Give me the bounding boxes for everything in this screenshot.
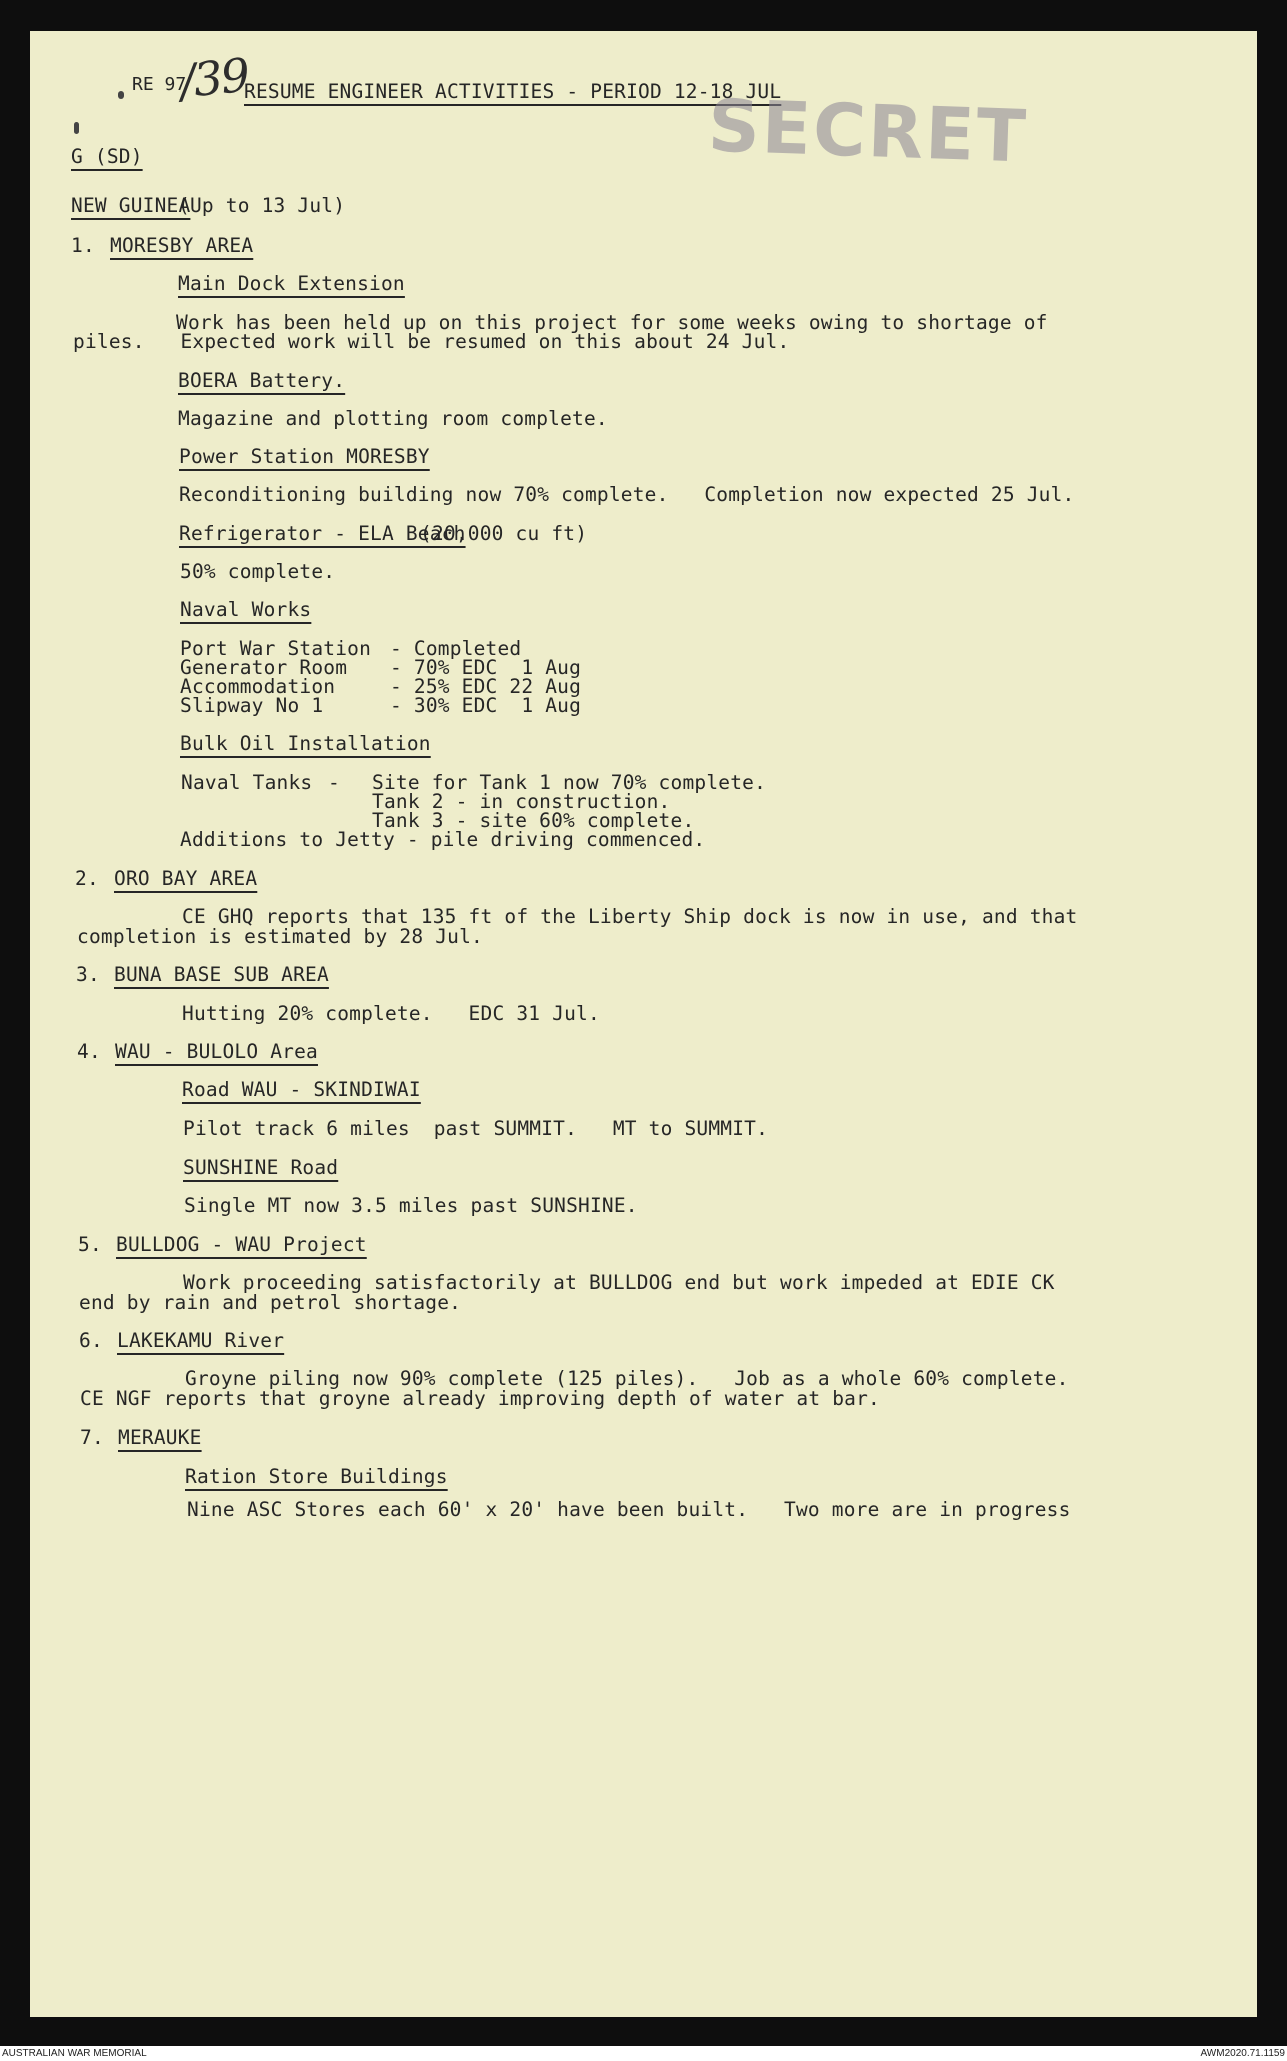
paragraph-line: 50% complete. — [180, 560, 336, 583]
reference-code: RE 97 — [132, 74, 187, 95]
subsection-title: Bulk Oil Installation — [180, 732, 431, 755]
table-item: Generator Room — [180, 656, 348, 679]
branch-heading: G (SD) — [71, 145, 143, 168]
section-number: 6. — [79, 1329, 103, 1352]
secret-stamp: SECRET — [706, 83, 1029, 179]
region-note: (Up to 13 Jul) — [178, 194, 346, 217]
section-number: 7. — [80, 1426, 104, 1449]
archive-reference: AWM2020.71.1159 — [1200, 2048, 1285, 2059]
table-item: Naval Tanks — [181, 771, 313, 794]
paragraph-line: completion is estimated by 28 Jul. — [77, 925, 483, 948]
table-status: - 30% EDC 1 Aug — [390, 694, 582, 717]
section-title: MORESBY AREA — [110, 234, 254, 257]
document-page — [30, 31, 1257, 2017]
paragraph-line: Site for Tank 1 now 70% complete. — [372, 771, 767, 794]
paragraph-line: CE GHQ reports that 135 ft of the Liberty Ship dock is now in use, and that — [182, 905, 1078, 928]
paragraph-line: Tank 2 - in construction. — [372, 790, 671, 813]
section-number: 3. — [76, 963, 100, 986]
table-status: - 25% EDC 22 Aug — [390, 675, 582, 698]
section-number: 2. — [75, 867, 99, 890]
archive-credit: AUSTRALIAN WAR MEMORIAL — [2, 2048, 147, 2059]
paragraph-line: Magazine and plotting room complete. — [178, 407, 608, 430]
section-title: ORO BAY AREA — [114, 867, 258, 890]
paragraph-line: Work proceeding satisfactorily at BULLDOG end but work impeded at EDIE CK — [183, 1271, 1055, 1294]
subsection-title: Road WAU - SKINDIWAI — [182, 1078, 421, 1101]
paragraph-line: Single MT now 3.5 miles past SUNSHINE. — [184, 1194, 638, 1217]
paragraph-line: Reconditioning building now 70% complete. Completion now expected 25 Jul. — [179, 483, 1075, 506]
section-number: 4. — [77, 1040, 101, 1063]
document-title: RESUME ENGINEER ACTIVITIES - PERIOD 12-18 JUL — [244, 80, 782, 103]
section-number: 5. — [78, 1233, 102, 1256]
table-status: - 70% EDC 1 Aug — [390, 656, 582, 679]
paragraph-line: Additions to Jetty - pile driving commenced. — [180, 828, 706, 851]
section-title: WAU - BULOLO Area — [115, 1040, 318, 1063]
paragraph-line: Nine ASC Stores each 60' x 20' have been built. Two more are in progress — [187, 1498, 1071, 1521]
paragraph-line: piles. Expected work will be resumed on this about 24 Jul. — [73, 330, 790, 353]
subsection-title: Refrigerator - ELA Beach — [179, 522, 466, 545]
paragraph-line: Tank 3 - site 60% complete. — [372, 809, 695, 832]
section-title: BULLDOG - WAU Project — [116, 1233, 367, 1256]
dash-separator: - — [328, 771, 340, 794]
table-item: Port War Station — [180, 637, 372, 660]
table-status: - Completed — [390, 637, 522, 660]
subsection-title: Naval Works — [180, 598, 312, 621]
subsection-title: Main Dock Extension — [178, 272, 405, 295]
ink-mark — [118, 91, 124, 99]
paragraph-line: Groyne piling now 90% complete (125 piles). Job as a whole 60% complete. — [185, 1367, 1069, 1390]
section-title: MERAUKE — [118, 1426, 202, 1449]
subsection-title: Ration Store Buildings — [185, 1465, 448, 1488]
section-number: 1. — [71, 234, 95, 257]
ink-mark — [74, 122, 79, 134]
paragraph-line: CE NGF reports that groyne already improving depth of water at bar. — [80, 1387, 880, 1410]
table-item: Slipway No 1 — [180, 694, 324, 717]
paragraph-line: end by rain and petrol shortage. — [79, 1291, 462, 1314]
subsection-title: BOERA Battery. — [178, 369, 346, 392]
paragraph-line: Hutting 20% complete. EDC 31 Jul. — [182, 1002, 600, 1025]
table-item: Accommodation — [180, 675, 336, 698]
paragraph-line: Pilot track 6 miles past SUMMIT. MT to SUMMIT. — [183, 1117, 769, 1140]
subsection-title: SUNSHINE Road — [183, 1156, 339, 1179]
section-title: LAKEKAMU River — [117, 1329, 285, 1352]
handwritten-folio-number: /39 — [177, 47, 251, 109]
section-title: BUNA BASE SUB AREA — [114, 963, 329, 986]
region-heading: NEW GUINEA — [71, 194, 191, 217]
paragraph-line: Work has been held up on this project for some weeks owing to shortage of — [176, 311, 1048, 334]
subsection-title: Power Station MORESBY — [179, 445, 430, 468]
subsection-note: (20,000 cu ft) — [420, 522, 588, 545]
